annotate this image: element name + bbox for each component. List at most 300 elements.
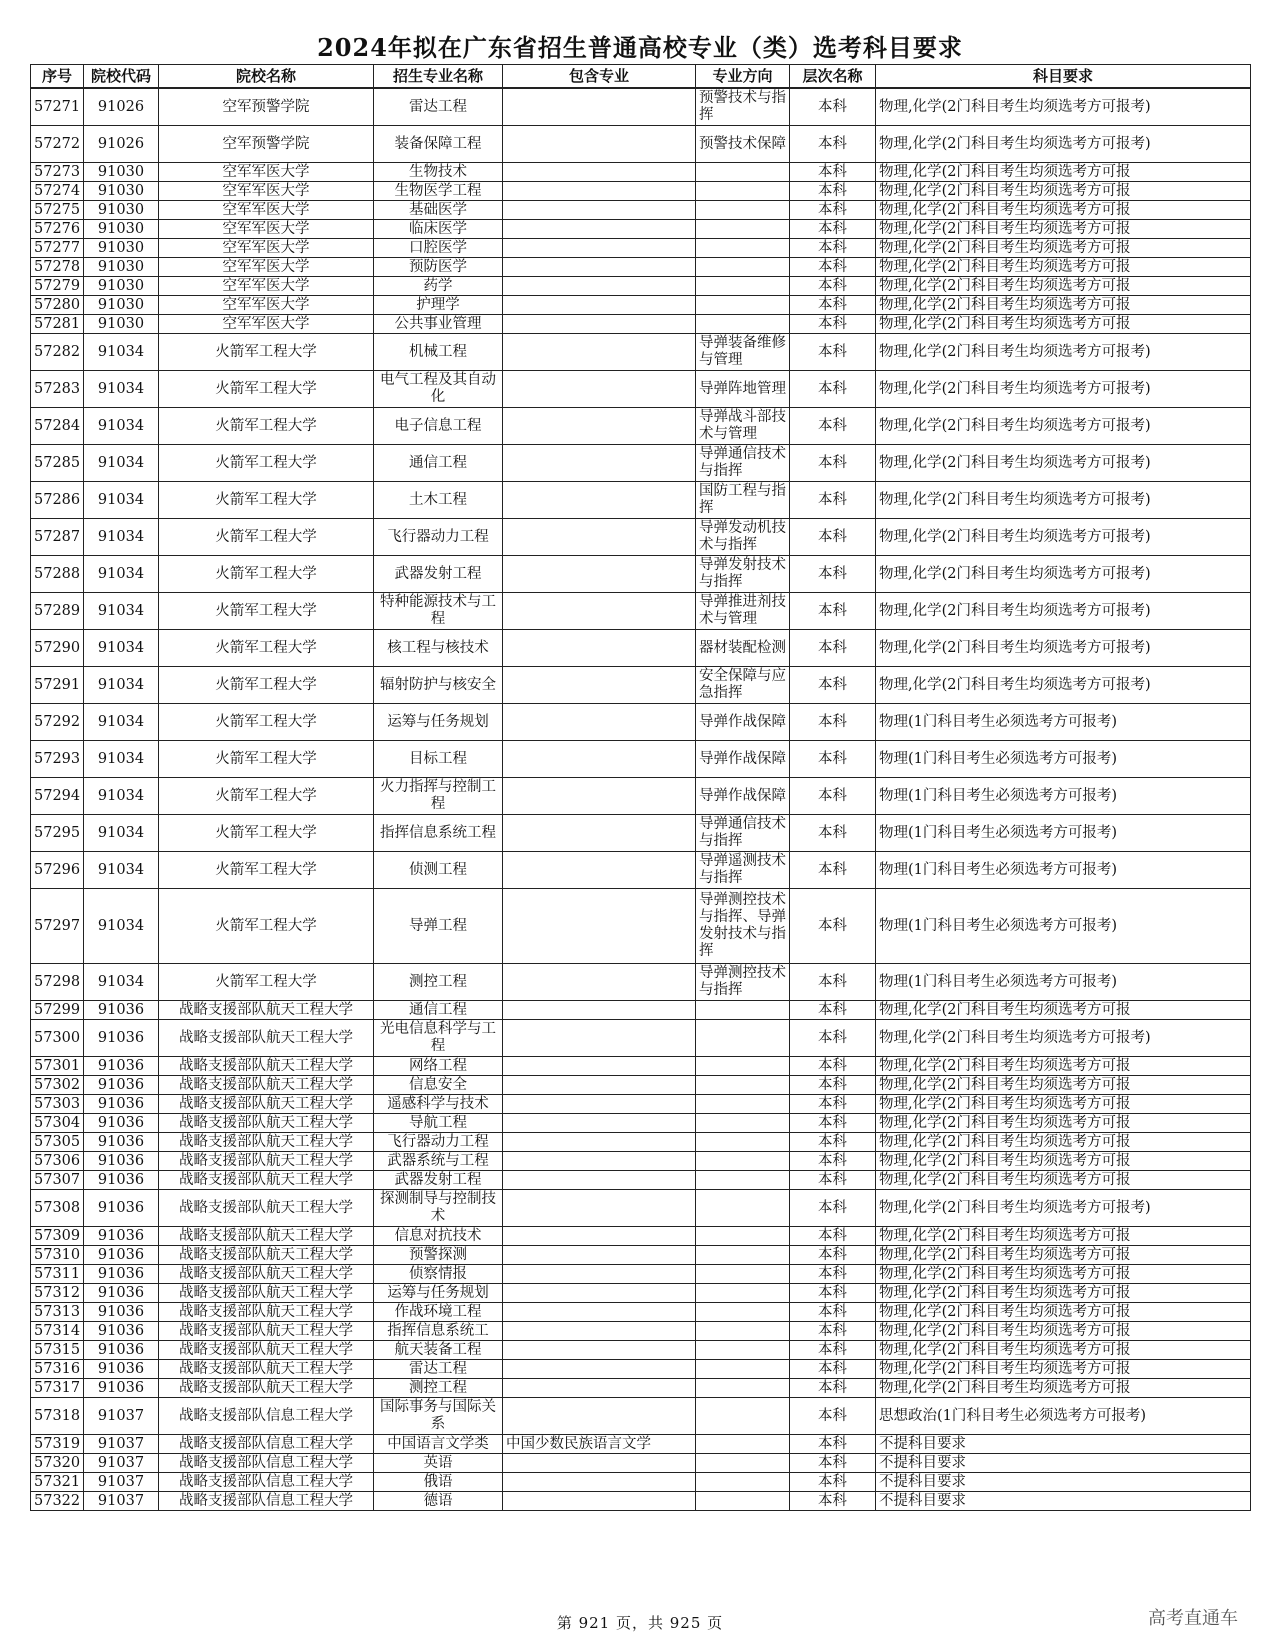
header-cell-major: 招生专业名称 [374,65,503,89]
cell-no: 57302 [31,1076,84,1095]
cell-school: 战略支援部队航天工程大学 [159,1020,374,1057]
cell-level: 本科 [790,1473,876,1492]
cell-direction: 导弹装备维修与管理 [696,334,790,371]
cell-code: 91030 [84,296,159,315]
cell-requirement: 物理,化学(2门科目考生均须选考方可报 [876,1360,1251,1379]
cell-school: 火箭军工程大学 [159,852,374,889]
cell-major: 作战环境工程 [374,1303,503,1322]
cell-direction: 导弹战斗部技术与管理 [696,408,790,445]
cell-code: 91036 [84,1190,159,1227]
cell-direction [696,182,790,201]
cell-code: 91036 [84,1057,159,1076]
cell-direction [696,1152,790,1171]
cell-level: 本科 [790,1227,876,1246]
cell-major: 光电信息科学与工程 [374,1020,503,1057]
cell-level: 本科 [790,1133,876,1152]
cell-level: 本科 [790,182,876,201]
cell-no: 57308 [31,1190,84,1227]
table-row [31,1341,1251,1360]
table-row [31,163,1251,182]
cell-major: 生物技术 [374,163,503,182]
table-row [31,258,1251,277]
cell-includes [503,1284,696,1303]
cell-includes: 中国少数民族语言文学 [503,1435,696,1454]
cell-no: 57278 [31,258,84,277]
table-row [31,593,1251,630]
cell-requirement: 物理,化学(2门科目考生均须选考方可报 [876,1114,1251,1133]
cell-code: 91036 [84,1360,159,1379]
table-row [31,1190,1251,1227]
cell-includes [503,201,696,220]
cell-direction: 导弹发射技术与指挥 [696,556,790,593]
cell-no: 57319 [31,1435,84,1454]
cell-major: 护理学 [374,296,503,315]
cell-includes [503,371,696,408]
cell-level: 本科 [790,1114,876,1133]
cell-major: 土木工程 [374,482,503,519]
cell-direction: 导弹测控技术与指挥、导弹发射技术与指挥 [696,889,790,964]
cell-includes [503,1171,696,1190]
cell-no: 57310 [31,1246,84,1265]
cell-code: 91030 [84,201,159,220]
table-row [31,1303,1251,1322]
cell-code: 91036 [84,1020,159,1057]
cell-requirement: 物理,化学(2门科目考生均须选考方可报 [876,201,1251,220]
cell-code: 91036 [84,1322,159,1341]
cell-requirement: 物理(1门科目考生必须选考方可报考) [876,852,1251,889]
cell-no: 57312 [31,1284,84,1303]
cell-requirement: 物理(1门科目考生必须选考方可报考) [876,889,1251,964]
cell-includes [503,1133,696,1152]
table-row [31,1322,1251,1341]
cell-no: 57293 [31,741,84,778]
cell-school: 火箭军工程大学 [159,593,374,630]
cell-major: 核工程与核技术 [374,630,503,667]
cell-no: 57287 [31,519,84,556]
cell-requirement: 不提科目要求 [876,1435,1251,1454]
cell-level: 本科 [790,630,876,667]
cell-level: 本科 [790,778,876,815]
cell-requirement: 物理,化学(2门科目考生均须选考方可报 [876,1246,1251,1265]
cell-school: 战略支援部队信息工程大学 [159,1398,374,1435]
cell-school: 空军预警学院 [159,126,374,163]
cell-includes [503,778,696,815]
cell-no: 57275 [31,201,84,220]
cell-direction [696,296,790,315]
cell-major: 飞行器动力工程 [374,519,503,556]
cell-level: 本科 [790,1265,876,1284]
cell-code: 91034 [84,852,159,889]
cell-code: 91037 [84,1454,159,1473]
cell-includes [503,889,696,964]
cell-requirement: 物理,化学(2门科目考生均须选考方可报 [876,163,1251,182]
cell-level: 本科 [790,220,876,239]
cell-code: 91034 [84,334,159,371]
cell-major: 指挥信息系统工 [374,1322,503,1341]
cell-level: 本科 [790,1095,876,1114]
cell-major: 电子信息工程 [374,408,503,445]
cell-requirement: 物理,化学(2门科目考生均须选考方可报 [876,296,1251,315]
table-row [31,1360,1251,1379]
cell-code: 91034 [84,408,159,445]
cell-major: 电气工程及其自动化 [374,371,503,408]
cell-direction [696,1057,790,1076]
cell-school: 战略支援部队航天工程大学 [159,1379,374,1398]
cell-school: 火箭军工程大学 [159,815,374,852]
cell-includes [503,1114,696,1133]
cell-no: 57322 [31,1492,84,1511]
cell-includes [503,296,696,315]
cell-school: 战略支援部队航天工程大学 [159,1190,374,1227]
cell-major: 生物医学工程 [374,182,503,201]
cell-requirement: 物理(1门科目考生必须选考方可报考) [876,741,1251,778]
cell-direction: 导弹作战保障 [696,704,790,741]
cell-code: 91036 [84,1265,159,1284]
cell-requirement: 物理,化学(2门科目考生均须选考方可报考) [876,667,1251,704]
cell-includes [503,1360,696,1379]
table-row [31,1379,1251,1398]
cell-major: 装备保障工程 [374,126,503,163]
table-row [31,1265,1251,1284]
cell-school: 战略支援部队航天工程大学 [159,1152,374,1171]
cell-includes [503,704,696,741]
table-row [31,778,1251,815]
cell-requirement: 物理,化学(2门科目考生均须选考方可报考) [876,519,1251,556]
cell-includes [503,239,696,258]
cell-major: 飞行器动力工程 [374,1133,503,1152]
cell-major: 遥感科学与技术 [374,1095,503,1114]
cell-requirement: 物理(1门科目考生必须选考方可报考) [876,778,1251,815]
cell-school: 战略支援部队信息工程大学 [159,1492,374,1511]
cell-major: 公共事业管理 [374,315,503,334]
cell-major: 德语 [374,1492,503,1511]
cell-level: 本科 [790,1284,876,1303]
table-row [31,1171,1251,1190]
cell-includes [503,1152,696,1171]
cell-code: 91036 [84,1284,159,1303]
cell-school: 战略支援部队航天工程大学 [159,1114,374,1133]
cell-no: 57321 [31,1473,84,1492]
table-row [31,704,1251,741]
cell-major: 机械工程 [374,334,503,371]
cell-school: 火箭军工程大学 [159,445,374,482]
cell-level: 本科 [790,1190,876,1227]
cell-no: 57299 [31,1001,84,1020]
cell-school: 战略支援部队航天工程大学 [159,1171,374,1190]
cell-code: 91026 [84,126,159,163]
table-row [31,1246,1251,1265]
table-row [31,445,1251,482]
header-cell-school: 院校名称 [159,65,374,89]
cell-includes [503,482,696,519]
cell-includes [503,1379,696,1398]
watermark-text: 高考直通车 [1148,1608,1238,1629]
table-row [31,126,1251,163]
requirements-table [30,64,1251,1511]
cell-no: 57307 [31,1171,84,1190]
cell-direction [696,1379,790,1398]
table-row [31,220,1251,239]
cell-requirement: 物理,化学(2门科目考生均须选考方可报 [876,1284,1251,1303]
table-row [31,408,1251,445]
cell-code: 91030 [84,220,159,239]
cell-code: 91034 [84,519,159,556]
cell-code: 91034 [84,778,159,815]
cell-level: 本科 [790,704,876,741]
cell-includes [503,408,696,445]
cell-requirement: 物理,化学(2门科目考生均须选考方可报 [876,1057,1251,1076]
cell-direction: 导弹发动机技术与指挥 [696,519,790,556]
cell-no: 57303 [31,1095,84,1114]
cell-level: 本科 [790,667,876,704]
cell-includes [503,1265,696,1284]
cell-no: 57305 [31,1133,84,1152]
cell-code: 91036 [84,1171,159,1190]
cell-code: 91030 [84,315,159,334]
cell-requirement: 物理,化学(2门科目考生均须选考方可报考) [876,88,1251,126]
cell-school: 火箭军工程大学 [159,556,374,593]
cell-direction: 器材装配检测 [696,630,790,667]
table-row [31,1133,1251,1152]
cell-includes [503,126,696,163]
cell-no: 57295 [31,815,84,852]
cell-level: 本科 [790,1379,876,1398]
cell-major: 信息对抗技术 [374,1227,503,1246]
cell-requirement: 思想政治(1门科目考生必须选考方可报考) [876,1398,1251,1435]
cell-school: 火箭军工程大学 [159,964,374,1001]
table-body [31,88,1251,1511]
cell-requirement: 物理,化学(2门科目考生均须选考方可报 [876,1001,1251,1020]
table-row [31,201,1251,220]
cell-code: 91030 [84,277,159,296]
cell-no: 57284 [31,408,84,445]
cell-code: 91036 [84,1001,159,1020]
cell-major: 武器系统与工程 [374,1152,503,1171]
cell-includes [503,593,696,630]
cell-code: 91036 [84,1227,159,1246]
cell-code: 91034 [84,964,159,1001]
cell-school: 战略支援部队信息工程大学 [159,1454,374,1473]
cell-code: 91034 [84,482,159,519]
cell-requirement: 不提科目要求 [876,1492,1251,1511]
cell-no: 57296 [31,852,84,889]
cell-school: 战略支援部队航天工程大学 [159,1133,374,1152]
cell-level: 本科 [790,201,876,220]
cell-requirement: 物理,化学(2门科目考生均须选考方可报 [876,1322,1251,1341]
table-row [31,371,1251,408]
cell-code: 91037 [84,1473,159,1492]
cell-code: 91030 [84,182,159,201]
cell-direction: 导弹通信技术与指挥 [696,815,790,852]
cell-code: 91034 [84,704,159,741]
table-row [31,556,1251,593]
cell-direction [696,1341,790,1360]
cell-school: 战略支援部队航天工程大学 [159,1076,374,1095]
cell-no: 57320 [31,1454,84,1473]
cell-major: 国际事务与国际关系 [374,1398,503,1435]
cell-includes [503,182,696,201]
table-row [31,1398,1251,1435]
cell-no: 57314 [31,1322,84,1341]
cell-school: 空军军医大学 [159,182,374,201]
cell-requirement: 物理,化学(2门科目考生均须选考方可报 [876,220,1251,239]
cell-school: 战略支援部队航天工程大学 [159,1095,374,1114]
cell-school: 战略支援部队航天工程大学 [159,1303,374,1322]
cell-includes [503,163,696,182]
cell-major: 预防医学 [374,258,503,277]
cell-level: 本科 [790,1322,876,1341]
cell-requirement: 物理,化学(2门科目考生均须选考方可报考) [876,126,1251,163]
cell-level: 本科 [790,1360,876,1379]
table-row [31,1095,1251,1114]
cell-requirement: 物理,化学(2门科目考生均须选考方可报 [876,1227,1251,1246]
table-row [31,334,1251,371]
cell-school: 火箭军工程大学 [159,889,374,964]
cell-direction [696,1454,790,1473]
cell-level: 本科 [790,1398,876,1435]
cell-school: 战略支援部队航天工程大学 [159,1227,374,1246]
table-row [31,1492,1251,1511]
cell-direction [696,1095,790,1114]
cell-requirement: 物理,化学(2门科目考生均须选考方可报考) [876,593,1251,630]
cell-requirement: 不提科目要求 [876,1454,1251,1473]
cell-requirement: 物理,化学(2门科目考生均须选考方可报 [876,1265,1251,1284]
cell-no: 57309 [31,1227,84,1246]
cell-level: 本科 [790,1454,876,1473]
cell-school: 战略支援部队航天工程大学 [159,1001,374,1020]
cell-code: 91036 [84,1341,159,1360]
cell-no: 57313 [31,1303,84,1322]
table-row [31,1114,1251,1133]
cell-major: 指挥信息系统工程 [374,815,503,852]
cell-direction [696,1246,790,1265]
table-row [31,296,1251,315]
cell-school: 战略支援部队航天工程大学 [159,1284,374,1303]
cell-includes [503,815,696,852]
cell-code: 91034 [84,889,159,964]
cell-no: 57298 [31,964,84,1001]
cell-requirement: 物理,化学(2门科目考生均须选考方可报 [876,182,1251,201]
table-row [31,741,1251,778]
cell-direction [696,1133,790,1152]
cell-major: 雷达工程 [374,1360,503,1379]
cell-includes [503,315,696,334]
cell-no: 57274 [31,182,84,201]
cell-no: 57277 [31,239,84,258]
cell-no: 57289 [31,593,84,630]
cell-requirement: 物理,化学(2门科目考生均须选考方可报考) [876,556,1251,593]
cell-level: 本科 [790,296,876,315]
cell-no: 57294 [31,778,84,815]
cell-school: 火箭军工程大学 [159,408,374,445]
cell-level: 本科 [790,126,876,163]
cell-major: 导航工程 [374,1114,503,1133]
cell-level: 本科 [790,258,876,277]
cell-level: 本科 [790,277,876,296]
cell-major: 口腔医学 [374,239,503,258]
cell-direction [696,1076,790,1095]
cell-no: 57286 [31,482,84,519]
cell-code: 91026 [84,88,159,126]
cell-requirement: 物理,化学(2门科目考生均须选考方可报 [876,277,1251,296]
cell-no: 57273 [31,163,84,182]
cell-school: 战略支援部队航天工程大学 [159,1057,374,1076]
cell-major: 通信工程 [374,445,503,482]
cell-code: 91036 [84,1133,159,1152]
cell-includes [503,1473,696,1492]
cell-includes [503,334,696,371]
cell-code: 91036 [84,1095,159,1114]
cell-includes [503,277,696,296]
cell-requirement: 物理,化学(2门科目考生均须选考方可报 [876,1171,1251,1190]
cell-major: 基础医学 [374,201,503,220]
cell-code: 91030 [84,163,159,182]
cell-includes [503,519,696,556]
cell-level: 本科 [790,1435,876,1454]
cell-no: 57282 [31,334,84,371]
cell-level: 本科 [790,88,876,126]
cell-no: 57272 [31,126,84,163]
cell-level: 本科 [790,1171,876,1190]
cell-includes [503,220,696,239]
cell-level: 本科 [790,1001,876,1020]
cell-level: 本科 [790,482,876,519]
cell-major: 英语 [374,1454,503,1473]
cell-includes [503,1020,696,1057]
cell-no: 57318 [31,1398,84,1435]
cell-code: 91036 [84,1076,159,1095]
cell-no: 57301 [31,1057,84,1076]
cell-school: 空军预警学院 [159,88,374,126]
cell-no: 57300 [31,1020,84,1057]
cell-direction [696,1284,790,1303]
cell-code: 91036 [84,1152,159,1171]
cell-level: 本科 [790,163,876,182]
cell-requirement: 物理,化学(2门科目考生均须选考方可报考) [876,1020,1251,1057]
cell-level: 本科 [790,741,876,778]
cell-requirement: 物理,化学(2门科目考生均须选考方可报 [876,258,1251,277]
cell-requirement: 物理(1门科目考生必须选考方可报考) [876,815,1251,852]
cell-direction [696,163,790,182]
cell-school: 战略支援部队航天工程大学 [159,1341,374,1360]
cell-major: 运筹与任务规划 [374,1284,503,1303]
header-cell-includes: 包含专业 [503,65,696,89]
cell-code: 91036 [84,1379,159,1398]
cell-requirement: 物理,化学(2门科目考生均须选考方可报 [876,1379,1251,1398]
cell-level: 本科 [790,852,876,889]
cell-includes [503,1227,696,1246]
cell-major: 辐射防护与核安全 [374,667,503,704]
cell-major: 探测制导与控制技术 [374,1190,503,1227]
table-row [31,889,1251,964]
cell-school: 空军军医大学 [159,239,374,258]
cell-code: 91037 [84,1398,159,1435]
cell-code: 91037 [84,1492,159,1511]
cell-code: 91037 [84,1435,159,1454]
cell-direction [696,1303,790,1322]
cell-direction [696,1001,790,1020]
cell-no: 57297 [31,889,84,964]
cell-major: 侦察情报 [374,1265,503,1284]
cell-includes [503,1246,696,1265]
table-row [31,277,1251,296]
table-row [31,852,1251,889]
cell-school: 战略支援部队信息工程大学 [159,1473,374,1492]
cell-major: 测控工程 [374,964,503,1001]
cell-code: 91030 [84,239,159,258]
cell-major: 武器发射工程 [374,1171,503,1190]
cell-school: 战略支援部队航天工程大学 [159,1322,374,1341]
